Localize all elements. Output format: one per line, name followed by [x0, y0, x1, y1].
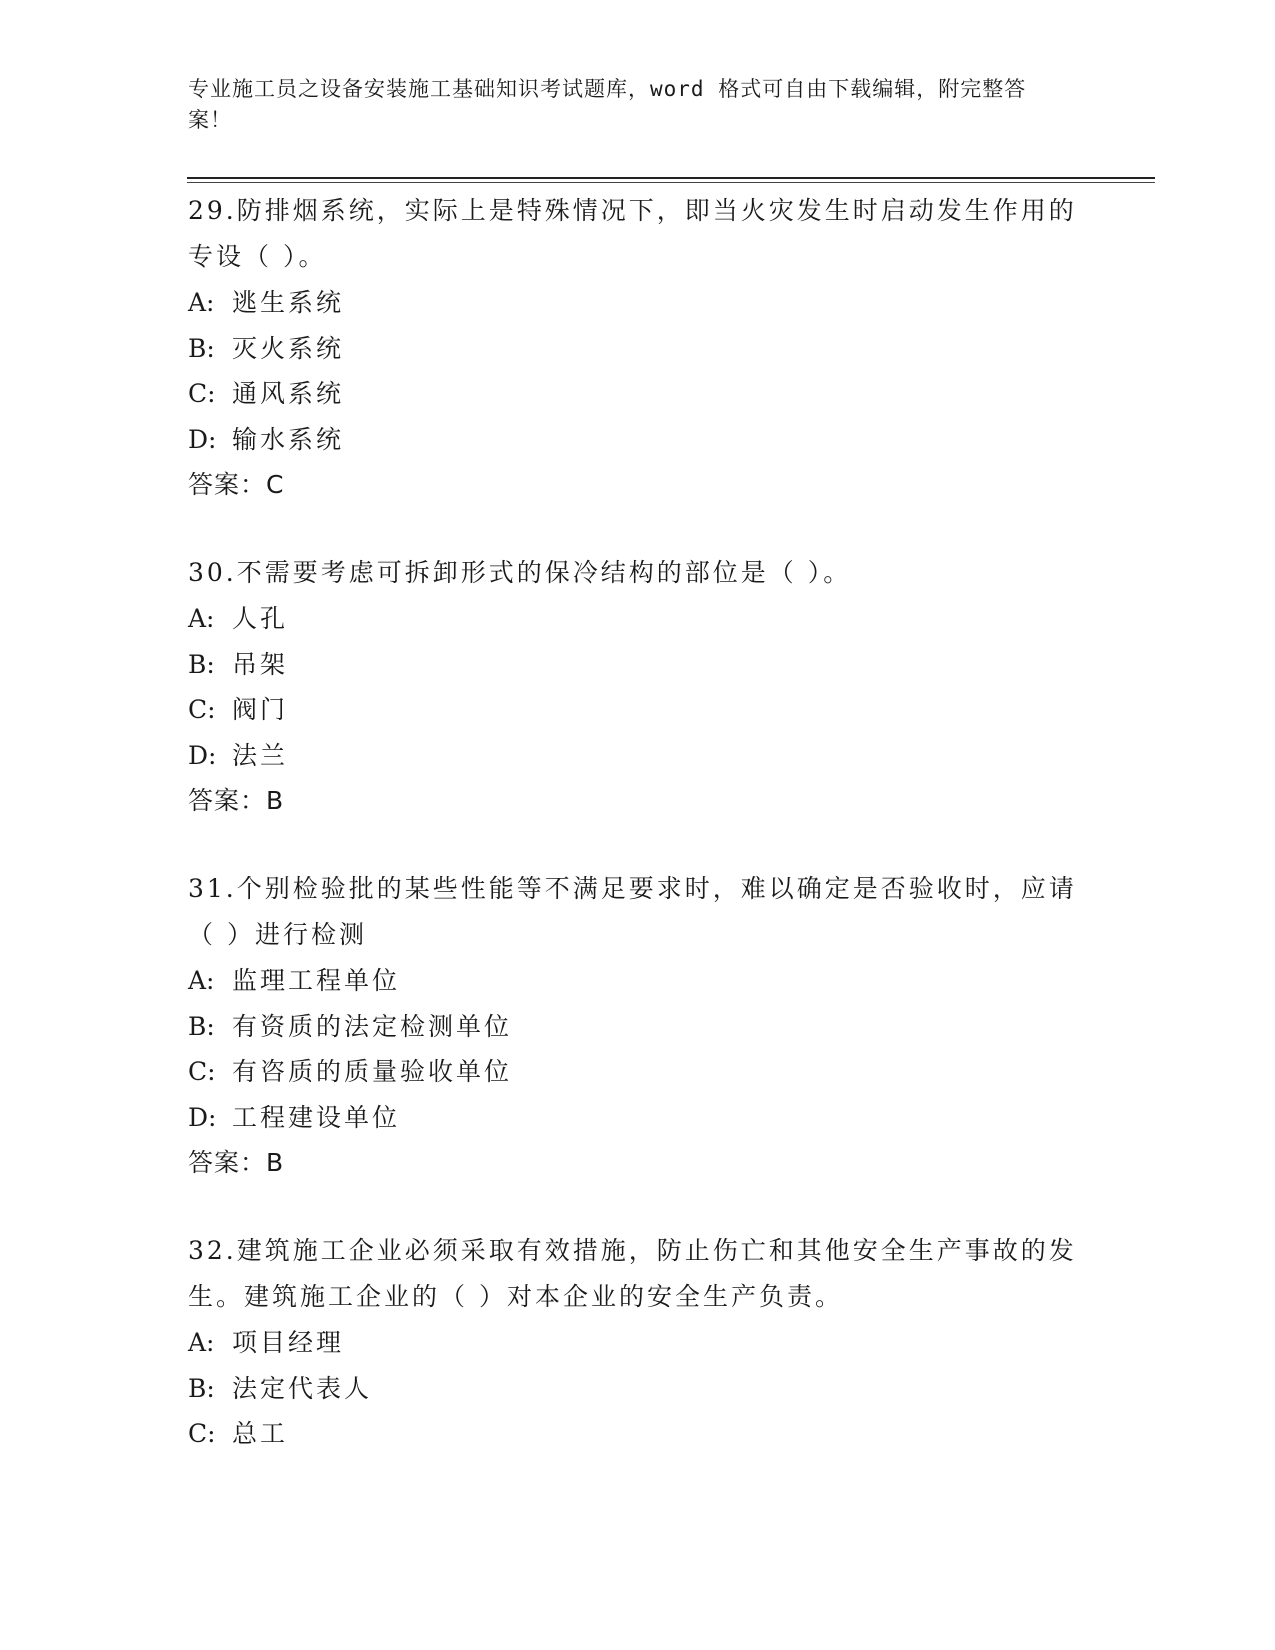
- option-text: 输水系统: [232, 424, 345, 454]
- option-a: [188, 1320, 1088, 1366]
- question-31: [188, 866, 1088, 1186]
- option-a: [188, 280, 1088, 326]
- option-text: 人孔: [232, 604, 289, 633]
- option-text: 有资质的法定检测单位: [232, 1011, 513, 1041]
- option-b: [188, 642, 1088, 688]
- option-text: 项目经理: [232, 1328, 345, 1357]
- question-stem: 30.不需要考虑可拆卸形式的保冷结构的部位是（ ）。: [188, 558, 852, 587]
- answer-label: 答案：B: [188, 786, 285, 815]
- option-text: 监理工程单位: [232, 966, 401, 995]
- option-letter: B:: [188, 1373, 215, 1403]
- option-c: [188, 1411, 1088, 1457]
- option-text: 有咨质的质量验收单位: [232, 1057, 513, 1086]
- option-d: [188, 1095, 1088, 1141]
- option-letter: B:: [188, 1011, 215, 1041]
- option-b: [188, 326, 1088, 372]
- option-letter: B:: [188, 333, 215, 363]
- option-letter: D:: [188, 1102, 217, 1132]
- option-d: [188, 733, 1088, 779]
- question-30: [188, 550, 1088, 824]
- option-text: 法兰: [232, 740, 289, 770]
- question-29: [188, 188, 1088, 508]
- option-c: [188, 1049, 1088, 1095]
- option-letter: D:: [188, 740, 217, 770]
- option-text: 工程建设单位: [232, 1102, 401, 1132]
- option-text: 灭火系统: [232, 333, 345, 363]
- header-divider-thin: [187, 182, 1155, 183]
- option-letter: B:: [188, 649, 215, 679]
- option-b: [188, 1004, 1088, 1050]
- option-text: 通风系统: [232, 379, 345, 408]
- option-a: [188, 958, 1088, 1004]
- option-text: 法定代表人: [232, 1373, 373, 1403]
- option-letter: A:: [188, 604, 215, 633]
- option-d: [188, 417, 1088, 463]
- question-stem: 31.个别检验批的某些性能等不满足要求时，难以确定是否验收时，应请（ ）进行检测: [188, 874, 1077, 949]
- option-c: [188, 687, 1088, 733]
- option-letter: C:: [188, 379, 216, 408]
- option-b: [188, 1366, 1088, 1412]
- option-a: [188, 596, 1088, 642]
- question-stem: 29.防排烟系统，实际上是特殊情况下，即当火灾发生时启动发生作用的专设（ ）。: [188, 196, 1077, 271]
- question-32: [188, 1228, 1088, 1457]
- option-letter: A:: [188, 966, 215, 995]
- option-text: 逃生系统: [232, 288, 345, 317]
- header-divider-thick: [187, 177, 1155, 179]
- document-header: 专业施工员之设备安装施工基础知识考试题库，word 格式可自由下载编辑，附完整答案！: [188, 77, 1027, 132]
- option-text: 总工: [232, 1419, 289, 1448]
- option-text: 阀门: [232, 695, 289, 724]
- answer-label: 答案：B: [188, 1148, 285, 1177]
- option-letter: D:: [188, 424, 217, 454]
- option-letter: A:: [188, 288, 215, 317]
- option-letter: C:: [188, 1057, 216, 1086]
- question-list: [188, 188, 1088, 1499]
- answer-label: 答案：C: [188, 470, 285, 499]
- question-stem: 32.建筑施工企业必须采取有效措施，防止伤亡和其他安全生产事故的发生。建筑施工企业的（ ）对本企业的安全生产负责。: [188, 1236, 1077, 1311]
- option-letter: C:: [188, 695, 216, 724]
- option-c: [188, 371, 1088, 417]
- option-text: 吊架: [232, 649, 289, 679]
- option-letter: A:: [188, 1328, 215, 1357]
- option-letter: C:: [188, 1419, 216, 1448]
